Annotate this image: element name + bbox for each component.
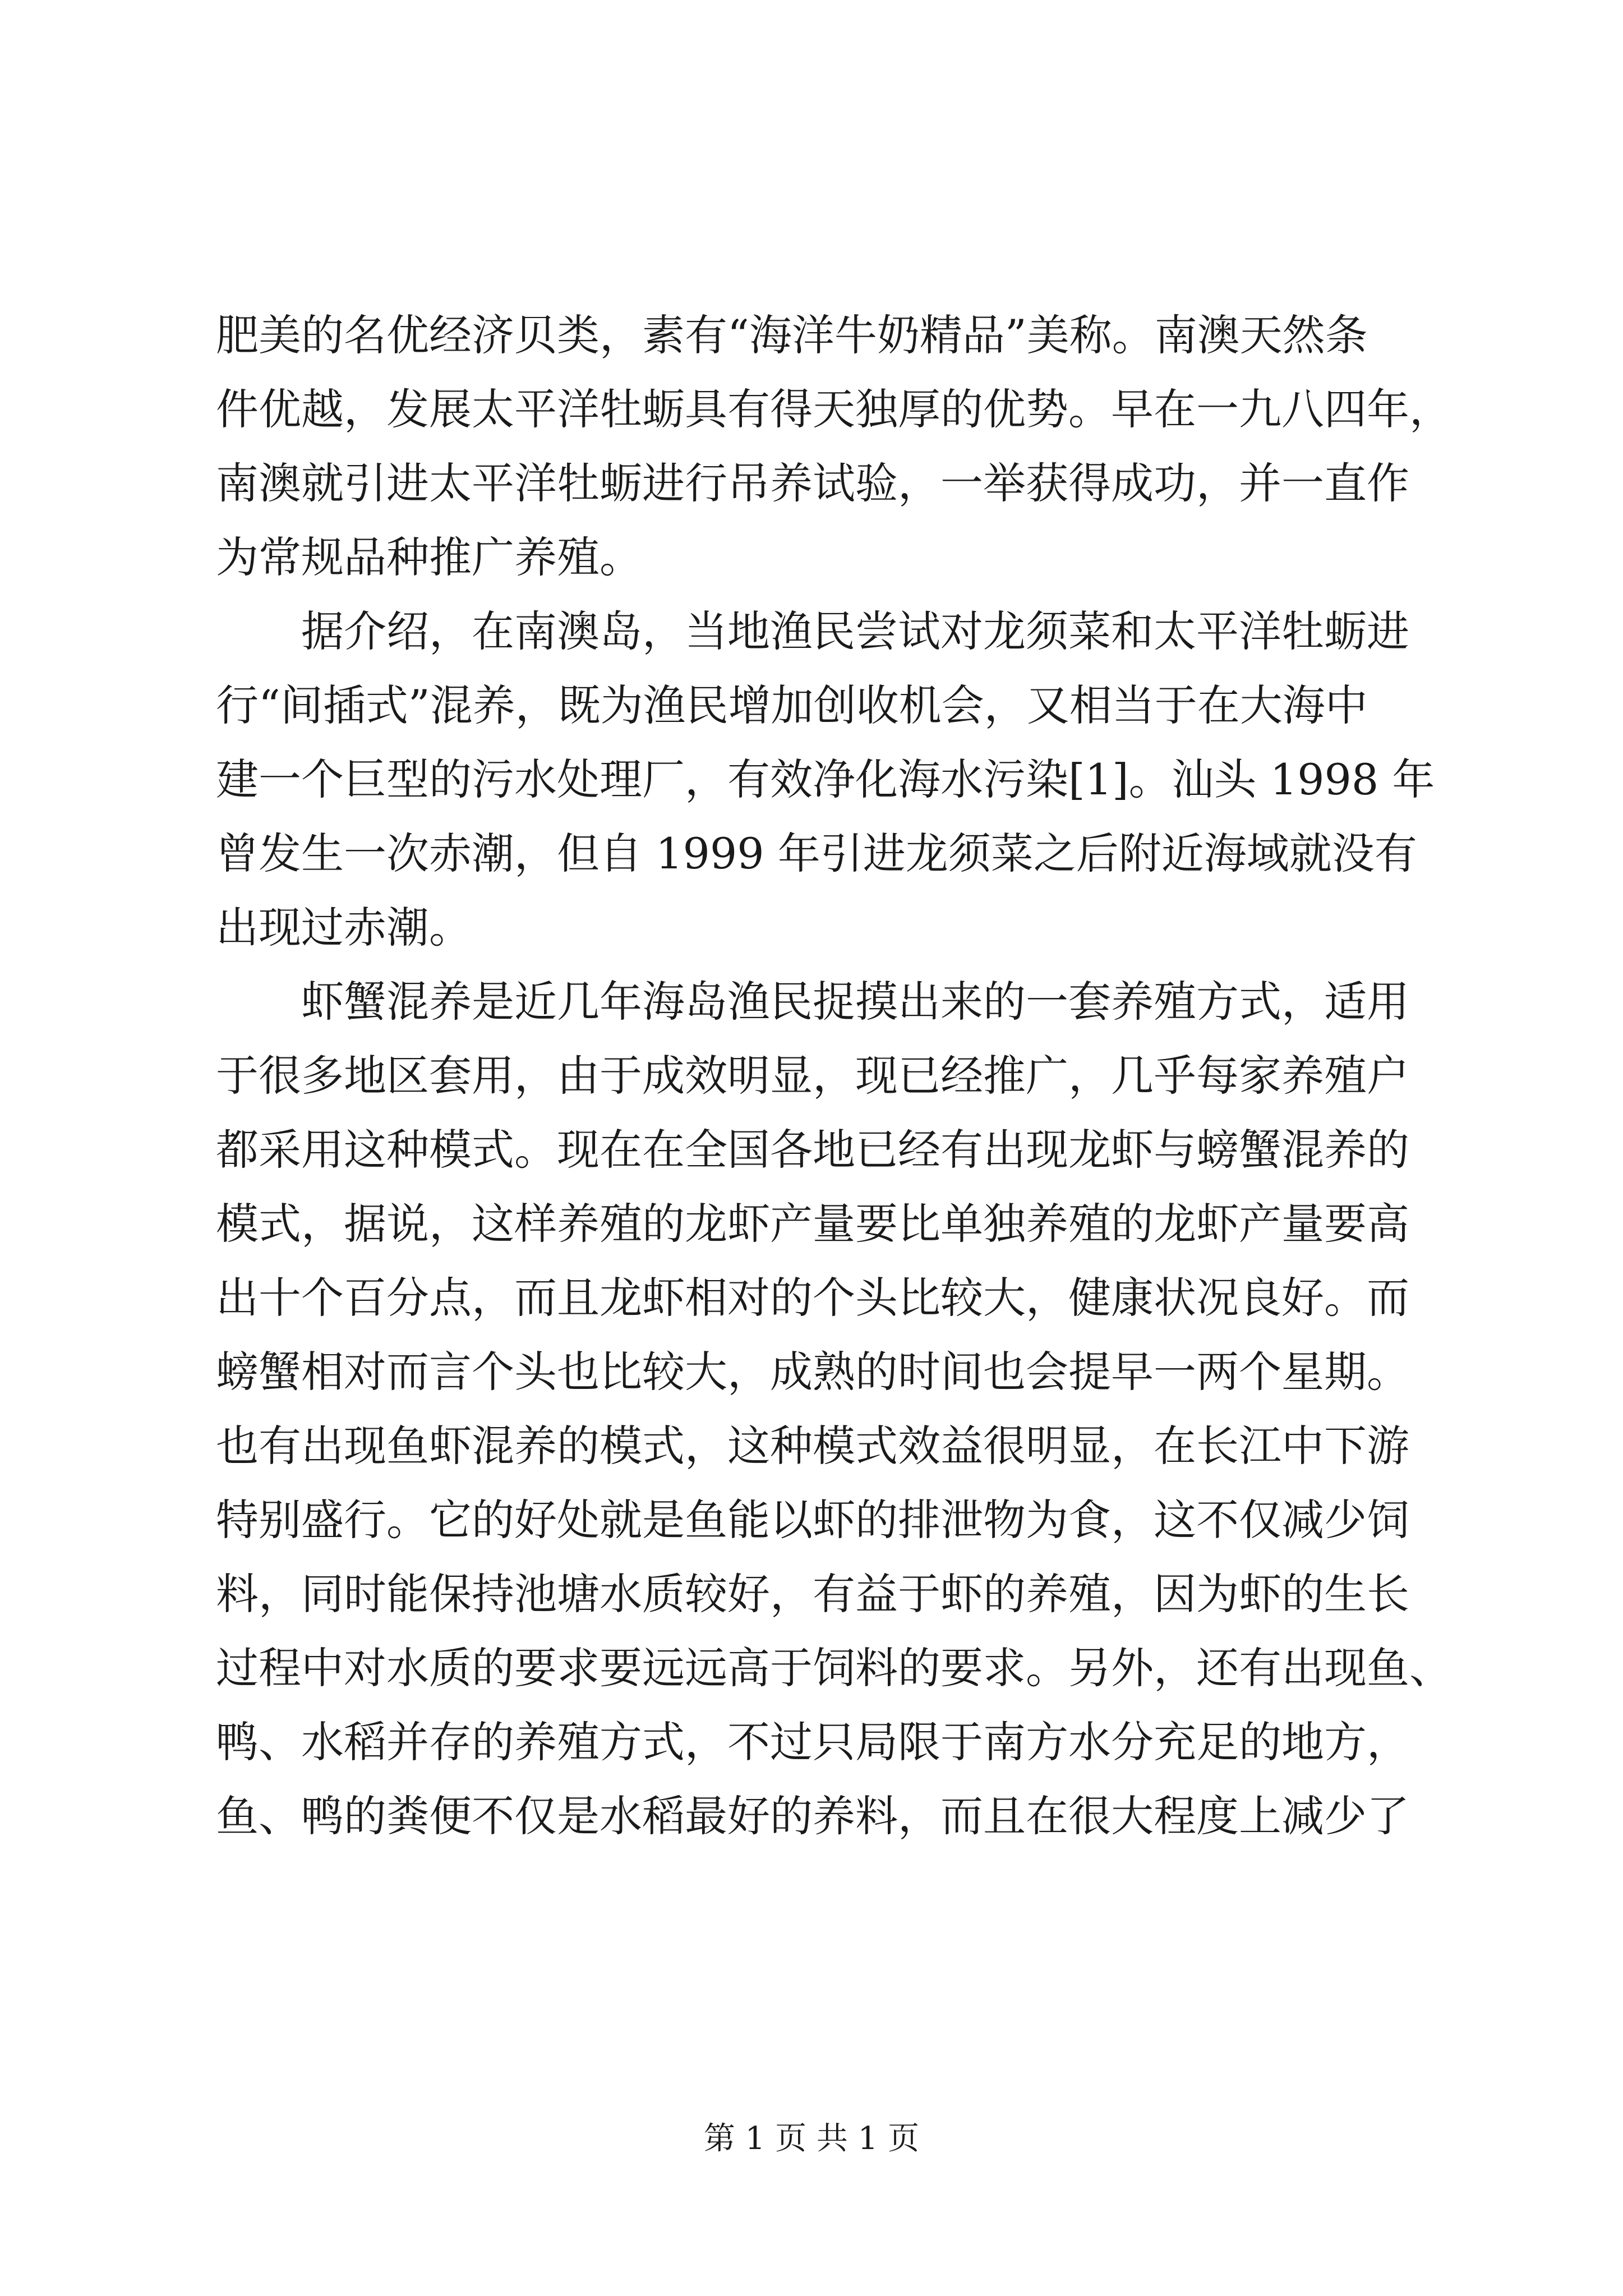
text-line: 件优越，发展太平洋牡蛎具有得天独厚的优势。早在一九八四年， [216, 384, 1452, 434]
text-line: 行“间插式”混养，既为渔民增加创收机会，又相当于在大海中 [216, 680, 1368, 730]
text-line: 出现过赤潮。 [216, 903, 472, 953]
text-line: 特别盛行。它的好处就是鱼能以虾的排泄物为食，这不仅减少饲 [216, 1495, 1409, 1545]
text-line: 鱼、鸭的粪便不仅是水稻最好的养料，而且在很大程度上减少了 [216, 1791, 1409, 1841]
text-line: 都采用这种模式。现在在全国各地已经有出现龙虾与螃蟹混养的 [216, 1125, 1409, 1175]
body-text [216, 298, 1452, 1853]
paragraph-first-line: 虾蟹混养是近几年海岛渔民捉摸出来的一套养殖方式，适用 [301, 977, 1409, 1027]
text-line: 为常规品种推广养殖。 [216, 532, 642, 582]
page-footer [0, 2119, 1623, 2159]
text-line: 也有出现鱼虾混养的模式，这种模式效益很明显，在长江中下游 [216, 1421, 1409, 1471]
text-line: 鸭、水稻并存的养殖方式，不过只局限于南方水分充足的地方， [216, 1717, 1409, 1767]
page-number-label: 第 1 页 共 1 页 [703, 2120, 920, 2157]
text-line: 过程中对水质的要求要远远高于饲料的要求。另外，还有出现鱼、 [216, 1643, 1452, 1693]
text-line: 南澳就引进太平洋牡蛎进行吊养试验，一举获得成功，并一直作 [216, 458, 1409, 508]
text-line: 料，同时能保持池塘水质较好，有益于虾的养殖，因为虾的生长 [216, 1569, 1409, 1619]
text-line: 建一个巨型的污水处理厂，有效净化海水污染[1]。汕头 1998 年 [216, 754, 1435, 804]
text-line: 螃蟹相对而言个头也比较大，成熟的时间也会提早一两个星期。 [216, 1347, 1409, 1397]
text-line: 于很多地区套用，由于成效明显，现已经推广，几乎每家养殖户 [216, 1051, 1409, 1101]
text-line: 肥美的名优经济贝类，素有“海洋牛奶精品”美称。南澳天然条 [216, 310, 1368, 360]
paragraph-first-line: 据介绍，在南澳岛，当地渔民尝试对龙须菜和太平洋牡蛎进 [301, 606, 1409, 656]
text-line: 出十个百分点，而且龙虾相对的个头比较大，健康状况良好。而 [216, 1273, 1409, 1323]
text-line: 模式，据说，这样养殖的龙虾产量要比单独养殖的龙虾产量要高 [216, 1199, 1409, 1249]
text-line: 曾发生一次赤潮，但自 1999 年引进龙须菜之后附近海域就没有 [216, 829, 1417, 878]
